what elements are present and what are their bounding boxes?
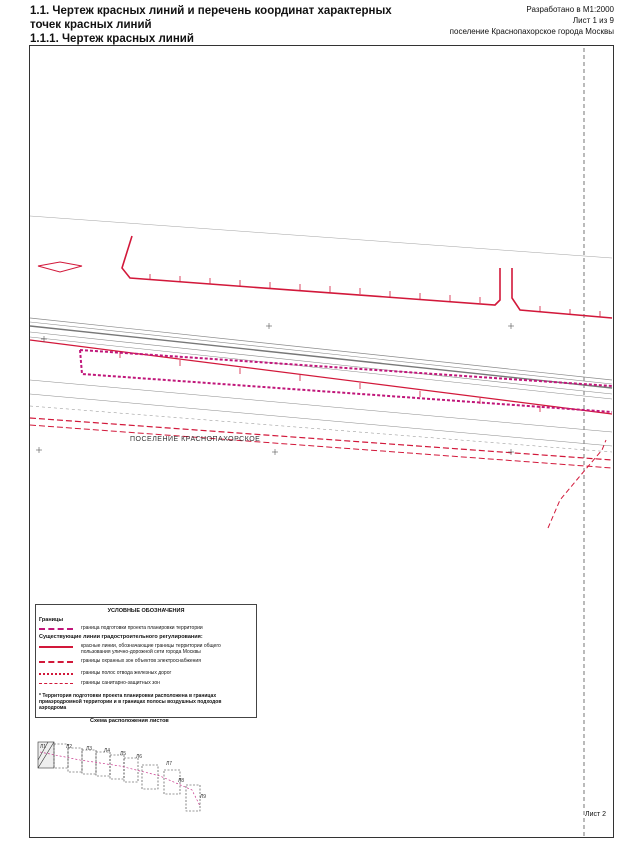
legend-row bbox=[39, 658, 251, 666]
legend-item-text: граница подготовки проекта планировки территории bbox=[81, 625, 203, 631]
scheme-sheet-label: Л2 bbox=[66, 744, 73, 750]
power-zone-symbol bbox=[39, 661, 73, 663]
scheme-sheet-label: Л8 bbox=[178, 778, 185, 784]
legend-row bbox=[39, 625, 251, 633]
scheme-sheet-label: Л6 bbox=[136, 754, 143, 760]
legend-item-text: границы полос отвода железных дорог bbox=[81, 670, 172, 676]
legend-row bbox=[39, 680, 251, 688]
scheme-title: Схема расположения листов bbox=[90, 718, 169, 724]
sheet-number: Лист 1 из 9 bbox=[572, 16, 614, 25]
legend-item-text: красные линии, обозначающие границы территории общего пользования улично-дорожной сети города Москвы bbox=[81, 643, 221, 655]
sheet-scheme bbox=[38, 742, 200, 811]
scheme-sheet-labels bbox=[40, 744, 206, 800]
scheme-sheet-label: Л7 bbox=[166, 761, 173, 767]
title-line-3: 1.1.1. Чертеж красных линий bbox=[30, 33, 194, 45]
legend-row bbox=[39, 643, 251, 657]
legend-row bbox=[39, 670, 251, 678]
title-line-2: точек красных линий bbox=[30, 19, 152, 31]
railway-corridor bbox=[30, 216, 612, 452]
scheme-sheet-label: Л5 bbox=[120, 751, 127, 757]
settlement-name: поселение Краснопахорское города Москвы bbox=[449, 27, 614, 36]
planning-boundary-symbol bbox=[39, 628, 73, 630]
legend-note: * Территория подготовки проекта планировки расположена в границах приаэродромной территории и в границах полосы воздушных подходов аэродрома bbox=[39, 693, 222, 711]
title-line-1: 1.1. Чертеж красных линий и перечень координат характерных bbox=[30, 5, 392, 17]
legend-section-borders: Границы bbox=[39, 617, 64, 623]
scale-text: Разработано в М1:2000 bbox=[526, 5, 614, 14]
scheme-sheet-label: Л1 bbox=[40, 744, 47, 750]
settlement-map-label: ПОСЕЛЕНИЕ КРАСНОПАХОРСКОЕ bbox=[130, 436, 261, 443]
railway-strip-symbol bbox=[39, 673, 73, 675]
adjacent-sheet-label: Лист 2 bbox=[585, 811, 607, 818]
scheme-sheet-label: Л9 bbox=[200, 794, 207, 800]
scheme-sheet-label: Л4 bbox=[104, 748, 111, 754]
legend-box bbox=[35, 604, 257, 718]
red-line-boundaries bbox=[30, 236, 612, 528]
legend-title: УСЛОВНЫЕ ОБОЗНАЧЕНИЯ bbox=[107, 608, 185, 614]
red-line-symbol bbox=[39, 646, 73, 648]
scheme-sheet-label: Л3 bbox=[86, 746, 93, 752]
legend-item-text: границы охранных зон объектов электроснабжения bbox=[81, 658, 201, 664]
legend-section-existing: Существующие линии градостроительного регулирования: bbox=[39, 634, 203, 640]
legend-item-text: границы санитарно-защитных зон bbox=[81, 680, 160, 686]
sanitary-zone-symbol bbox=[39, 683, 73, 684]
